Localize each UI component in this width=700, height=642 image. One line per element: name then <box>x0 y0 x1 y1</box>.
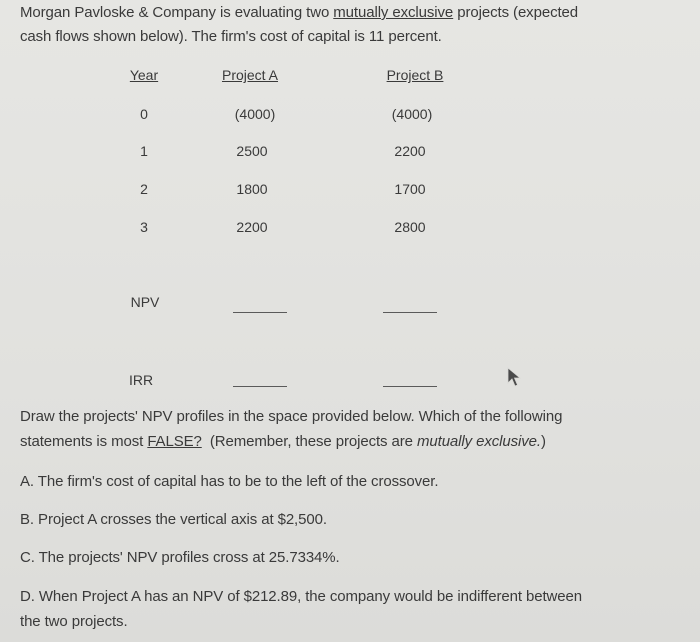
question-reminder: (Remember, these projects are <box>201 433 417 450</box>
question-close-paren: ) <box>540 433 546 450</box>
option-d[interactable]: D. When Project A has an NPV of $212.89, the company would be indifferent between <box>20 588 582 605</box>
mutually-exclusive-underlined: mutually exclusive <box>333 4 454 21</box>
row-project-b: 1700 <box>394 181 426 197</box>
question-line-2 <box>20 432 546 452</box>
row-project-a: 1800 <box>236 181 268 197</box>
row-project-a: 2200 <box>236 219 268 235</box>
npv-blank-project-b <box>383 312 437 313</box>
header-project-b: Project B <box>386 67 444 83</box>
intro-text-cont: projects (expected <box>453 4 579 21</box>
intro-text: Morgan Pavloske & Company is evaluating two <box>20 4 334 21</box>
row-project-a: 2500 <box>236 143 268 159</box>
option-a[interactable]: A. The firm's cost of capital has to be to the left of the crossover. <box>20 473 439 490</box>
row-project-a: (4000) <box>234 106 276 122</box>
irr-blank-project-b <box>383 386 437 387</box>
row-project-b: (4000) <box>391 106 433 122</box>
mutually-exclusive-italic: mutually exclusive. <box>416 433 541 450</box>
question-text: statements is most <box>20 433 148 450</box>
question-line-1: Draw the projects' NPV profiles in the space provided below. Which of the following <box>20 408 563 425</box>
option-d-continued[interactable]: the two projects. <box>20 613 128 630</box>
option-c[interactable]: C. The projects' NPV profiles cross at 25.7334%. <box>20 549 340 566</box>
npv-label: NPV <box>130 294 160 310</box>
row-year: 3 <box>140 219 148 235</box>
row-year: 0 <box>140 106 148 122</box>
row-year: 2 <box>140 181 148 197</box>
false-underlined: FALSE? <box>147 433 202 450</box>
header-year: Year <box>129 67 159 83</box>
irr-label: IRR <box>128 372 154 388</box>
header-project-a: Project A <box>221 67 279 83</box>
row-project-b: 2200 <box>394 143 426 159</box>
irr-blank-project-a <box>233 386 287 387</box>
option-b[interactable]: B. Project A crosses the vertical axis at $2,500. <box>20 511 327 528</box>
npv-blank-project-a <box>233 312 287 313</box>
mouse-pointer-icon <box>505 366 523 388</box>
row-year: 1 <box>140 143 148 159</box>
row-project-b: 2800 <box>394 219 426 235</box>
intro-line-1 <box>20 3 578 23</box>
intro-line-2: cash flows shown below). The firm's cost of capital is 11 percent. <box>20 28 442 45</box>
